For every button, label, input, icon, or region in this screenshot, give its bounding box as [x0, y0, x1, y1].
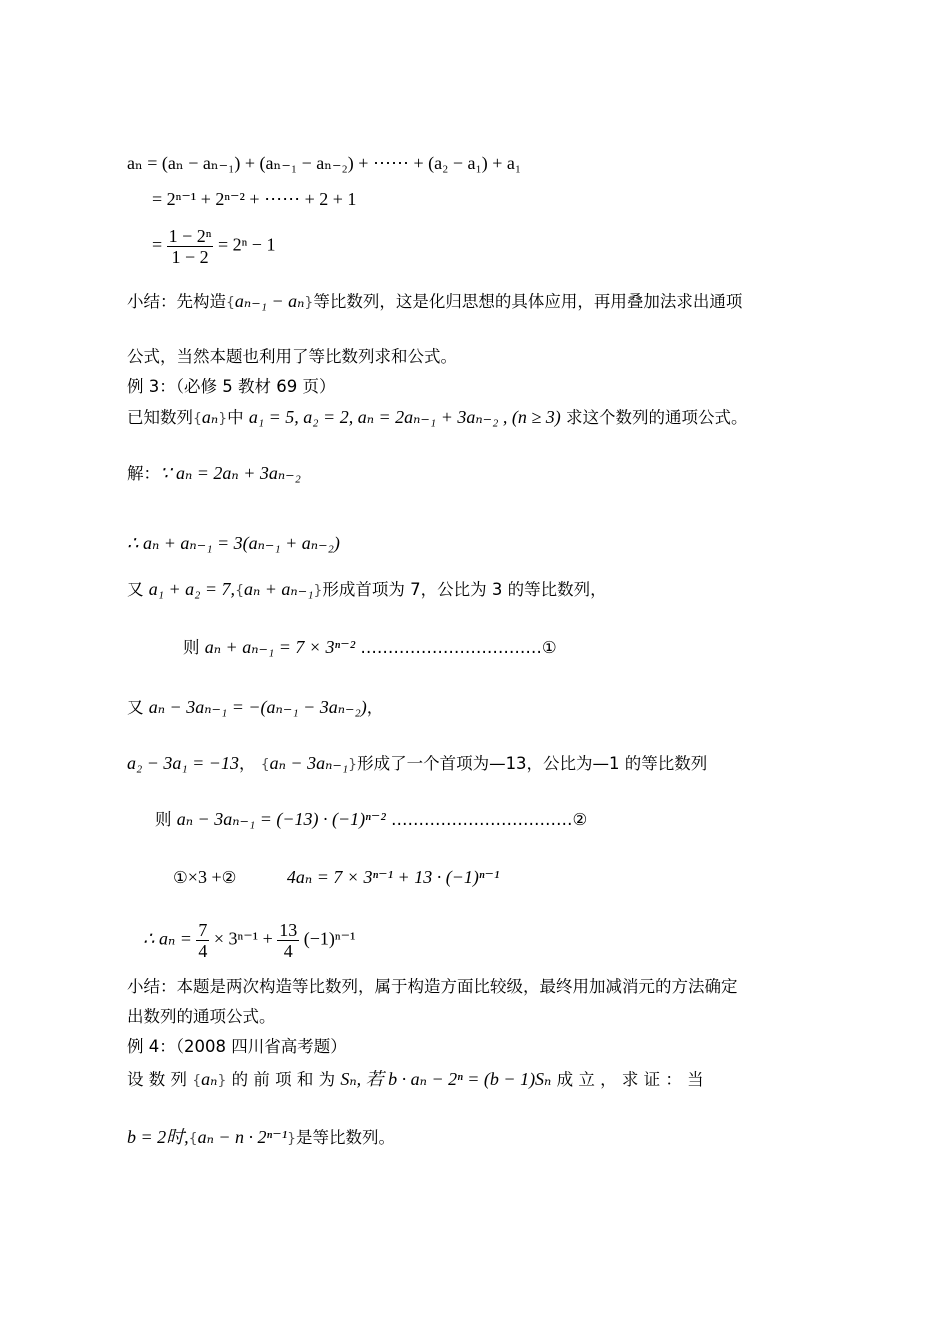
solution-step-6: a₂ − 3a₁ = −13， {aₙ − 3aₙ₋₁}形成了一个首项为—13，公比为—1 的等比数列: [127, 753, 708, 773]
equation-line-2: = 2ⁿ⁻¹ + 2ⁿ⁻² + ⋯⋯ + 2 + 1: [152, 189, 357, 209]
solution-step-3: 又 a₁ + a₂ = 7,{aₙ + aₙ₋₁}形成首项为 7，公比为 3 的等比数列，: [127, 579, 607, 599]
example-4-line-1: 设 数 列 {aₙ} 的 前 项 和 为 Sₙ, 若 b · aₙ − 2ⁿ = (b − 1)Sₙ 成 立 ， 求 证 ： 当: [127, 1069, 704, 1089]
example-4-line-2: b = 2时,{aₙ − n · 2ⁿ⁻¹}是等比数列。: [127, 1127, 396, 1147]
fraction: $\frac{7}{4}$: [198, 920, 208, 961]
example-4-title: 例 4：（2008 四川省高考题）: [127, 1037, 347, 1056]
fraction: $\frac{13}{4}$: [279, 920, 298, 961]
solution-step-4: 则 aₙ + aₙ₋₁ = 7 × 3ⁿ⁻² ……………………………①: [183, 637, 557, 657]
example-3-title: 例 3：（必修 5 教材 69 页）: [127, 377, 336, 396]
summary-1-line-2: 公式，当然本题也利用了等比数列求和公式。: [127, 347, 457, 366]
equation-line-1: aₙ = (aₙ − aₙ₋₁) + (aₙ₋₁ − aₙ₋₂) + ⋯⋯ + (a₂ − a₁) + a₁: [127, 153, 522, 173]
solution-step-7: 则 aₙ − 3aₙ₋₁ = (−13) · (−1)ⁿ⁻² ……………………………②: [155, 809, 588, 829]
summary-1-line-1: 小结：先构造{aₙ₋₁ − aₙ}等比数列，这是化归思想的具体应用，再用叠加法求出通项: [127, 291, 743, 311]
solution-step-5: 又 aₙ − 3aₙ₋₁ = −(aₙ₋₁ − 3aₙ₋₂)，: [127, 697, 384, 717]
solution-step-2: ∴ aₙ + aₙ₋₁ = 3(aₙ₋₁ + aₙ₋₂): [127, 533, 340, 553]
solution-step-8: ①×3 +② 4aₙ = 7 × 3ⁿ⁻¹ + 13 · (−1)ⁿ⁻¹: [173, 867, 500, 887]
equation-line-3: = $\frac{\text{1 − 2ⁿ}}{1 - 2}$ = 2ⁿ − 1: [152, 226, 276, 267]
solution-label: 解：∵ aₙ = 2aₙ + 3aₙ₋₂: [127, 463, 301, 483]
summary-2-line-1: 小结：本题是两次构造等比数列，属于构造方面比较级，最终用加减消元的方法确定: [127, 977, 738, 996]
fraction: $\frac{\text{1 − 2ⁿ}}{1 - 2}$: [168, 226, 212, 267]
example-3-question: 已知数列{aₙ}中 a₁ = 5, a₂ = 2, aₙ = 2aₙ₋₁ + 3aₙ₋₂ , (n ≥ 3) 求这个数列的通项公式。: [127, 407, 748, 427]
solution-step-9: ∴ aₙ = $\frac{7}{4}$ × 3ⁿ⁻¹ + $\frac{13}{4}$ (−1)ⁿ⁻¹: [143, 920, 356, 961]
summary-2-line-2: 出数列的通项公式。: [127, 1007, 276, 1026]
